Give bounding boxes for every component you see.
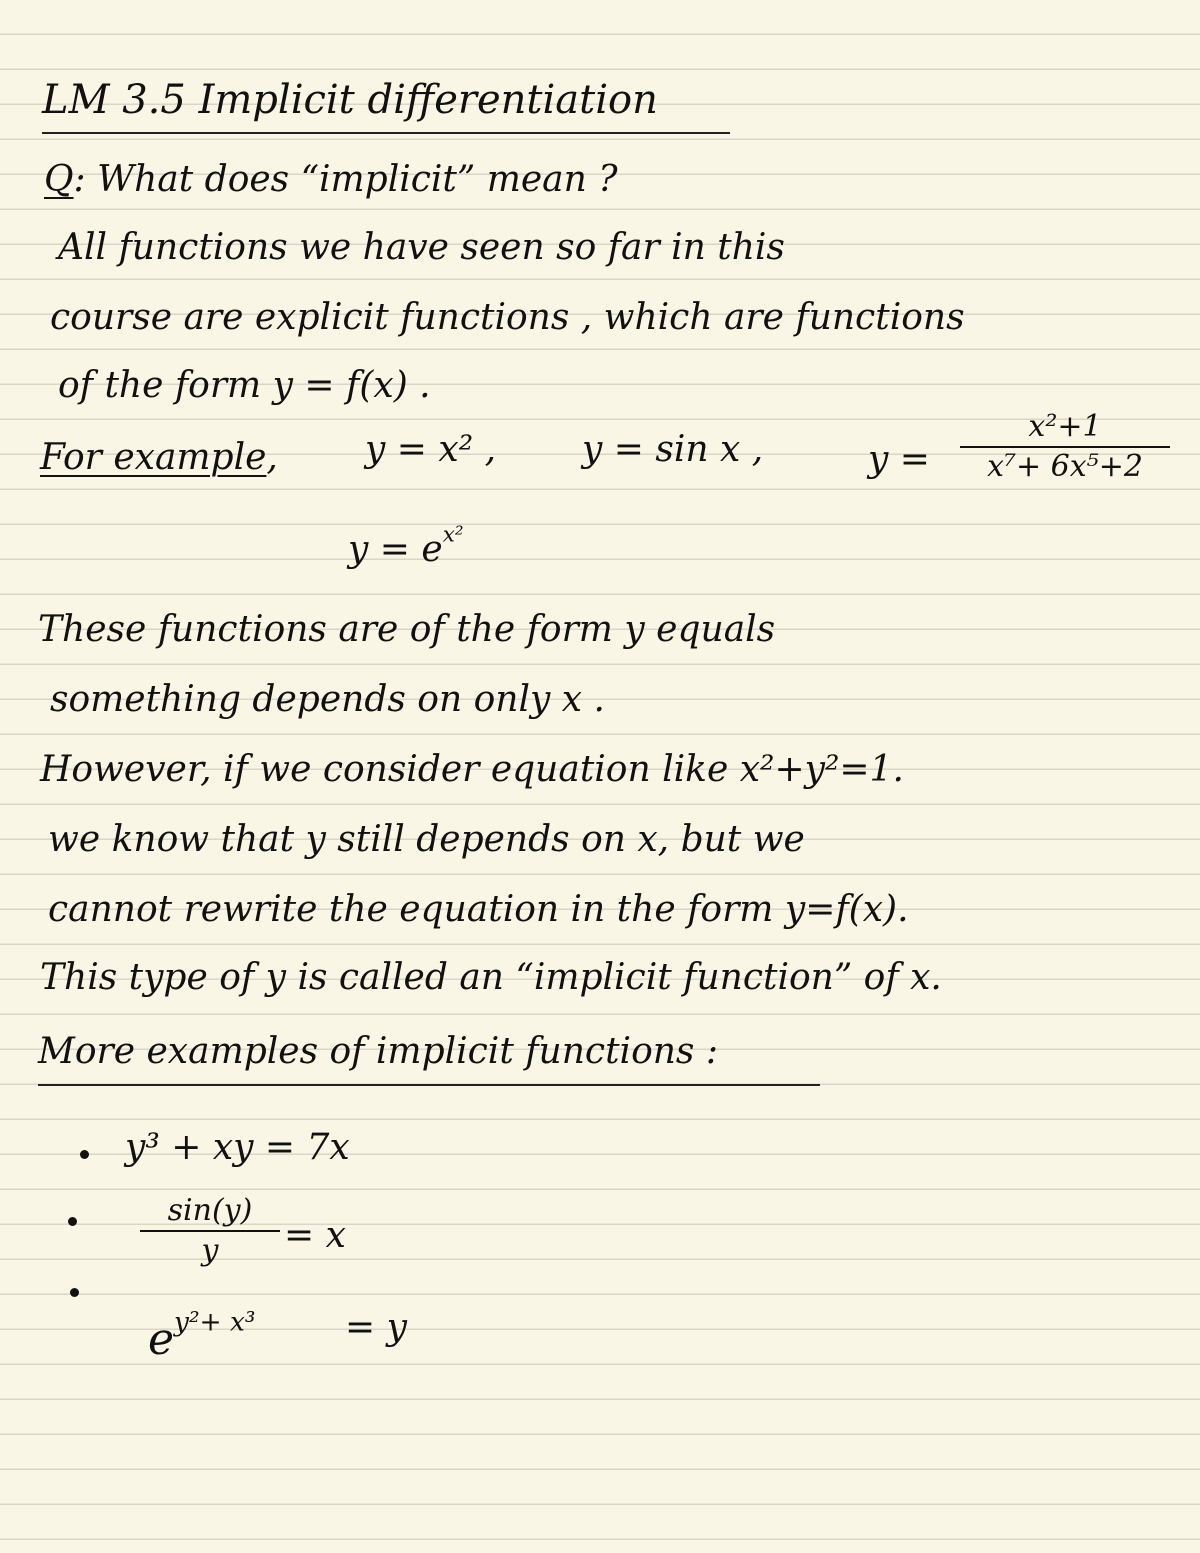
question-label: Q bbox=[44, 159, 74, 200]
list-item-fraction bbox=[140, 1193, 280, 1268]
more-examples-label: More examples of implicit functions bbox=[38, 1031, 695, 1072]
example-exponential bbox=[348, 522, 464, 570]
para1-line3: of the form y = f(x) . bbox=[58, 365, 431, 406]
example-exp-power: x² bbox=[442, 522, 464, 548]
para2-line1: These functions are of the form y equals bbox=[38, 609, 776, 650]
list-item: y³ + xy = 7x bbox=[125, 1127, 350, 1168]
para2-line3-math: x²+y²=1. bbox=[739, 749, 904, 790]
para2-line2: something depends on only x . bbox=[50, 679, 605, 720]
list-item-exp-base: e bbox=[148, 1314, 175, 1365]
example-xsquared: y = x² , bbox=[365, 429, 497, 470]
example-sin: y = sin x , bbox=[582, 429, 764, 470]
para2-line3-text: However, if we consider equation like bbox=[40, 749, 740, 790]
list-item-exp-power: y²+ x³ bbox=[174, 1306, 256, 1338]
bullet-1 bbox=[80, 1150, 89, 1159]
para2-line4: we know that y still depends on x, but we bbox=[48, 819, 805, 860]
example-line bbox=[40, 437, 278, 478]
question-text: : What does “implicit” mean ? bbox=[73, 159, 618, 200]
more-examples-colon: : bbox=[705, 1031, 718, 1072]
para1-line2: course are explicit functions , which are functions bbox=[50, 297, 965, 338]
list-item-exp-rhs: = y bbox=[345, 1307, 407, 1348]
page-title: LM 3.5 Implicit differentiation bbox=[42, 77, 658, 123]
title-underline bbox=[42, 132, 730, 134]
example-comma: , bbox=[266, 437, 278, 478]
para2-line3 bbox=[40, 749, 904, 790]
list-item-denominator: y bbox=[201, 1233, 219, 1268]
example-exp-base: y = e bbox=[348, 529, 443, 570]
example-label: For example bbox=[40, 437, 267, 478]
question-line bbox=[44, 159, 618, 200]
more-examples-underline bbox=[38, 1084, 820, 1086]
para1-line1: All functions we have seen so far in this bbox=[58, 227, 785, 268]
list-item-exponential bbox=[148, 1306, 256, 1365]
list-item-numerator: sin(y) bbox=[167, 1193, 253, 1228]
bullet-3 bbox=[70, 1288, 79, 1297]
example-rational-denominator: x⁷+ 6x⁵+2 bbox=[987, 449, 1143, 484]
example-rational-numerator: x²+1 bbox=[1028, 409, 1102, 444]
example-rational-lhs: y = bbox=[868, 439, 930, 480]
list-item-rhs: = x bbox=[284, 1215, 346, 1256]
para2-line5: cannot rewrite the equation in the form y=f(x). bbox=[48, 889, 909, 930]
more-examples-heading bbox=[38, 1031, 718, 1072]
example-rational-fraction bbox=[960, 409, 1170, 484]
para2-line6: This type of y is called an “implicit function” of x. bbox=[40, 957, 942, 998]
bullet-2 bbox=[68, 1217, 77, 1226]
